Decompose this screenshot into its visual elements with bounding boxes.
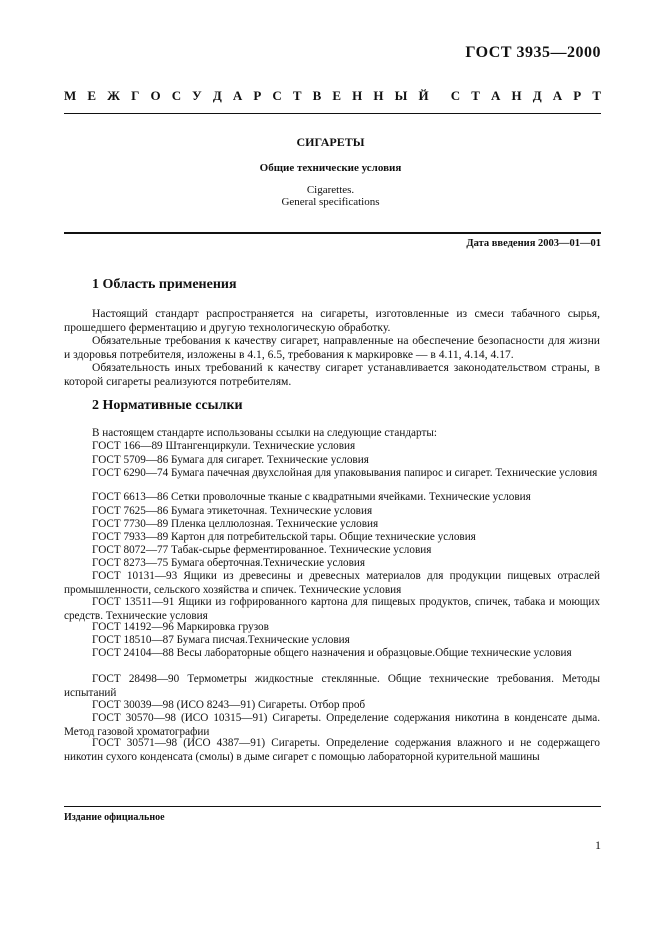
title-divider xyxy=(64,232,601,234)
reference-item: ГОСТ 30570—98 (ИСО 10315—91) Сигареты. Определение содержания никотина в конденсате дыма. Метод газовой хроматографии xyxy=(64,712,600,738)
standard-category xyxy=(64,88,601,104)
category-letter: Д xyxy=(212,88,222,103)
category-letter: Н xyxy=(511,88,522,103)
english-title-line: Cigarettes. xyxy=(306,184,355,196)
introduction-date: Дата введения 2003—01—01 xyxy=(466,238,601,249)
reference-item: ГОСТ 7625—86 Бумага этикеточная. Технические условия xyxy=(92,505,373,517)
category-letter: С xyxy=(272,88,282,103)
section-heading: 2 Нормативные ссылки xyxy=(92,398,243,413)
category-letter: Е xyxy=(332,88,342,103)
category-letter: Е xyxy=(87,88,97,103)
document-code: ГОСТ 3935—2000 xyxy=(465,44,601,61)
category-letter: С xyxy=(171,88,182,103)
category-letter: М xyxy=(64,88,77,103)
reference-item: ГОСТ 28498—90 Термометры жидкостные стеклянные. Общие технические требования. Методы испытаний xyxy=(64,673,600,699)
category-letter: Й xyxy=(418,88,429,103)
document-title: СИГАРЕТЫ xyxy=(296,135,365,149)
category-letter: Г xyxy=(131,88,140,103)
reference-item: ГОСТ 10131—93 Ящики из древесины и древесных материалов для продукции пищевых отраслей промышленности, сельского хозяйства и спичек. Технические условия xyxy=(64,570,600,596)
reference-item: ГОСТ 166—89 Штангенциркули. Технические условия xyxy=(92,440,356,452)
category-letter: Т xyxy=(592,88,601,103)
paragraph: В настоящем стандарте использованы ссылки на следующие стандарты: xyxy=(92,427,437,439)
category-letter: В xyxy=(312,88,322,103)
header-divider xyxy=(64,113,601,114)
category-letter: Ж xyxy=(107,88,120,103)
reference-item: ГОСТ 6290—74 Бумага пачечная двухслойная для упаковывания папирос и сигарет. Технические условия xyxy=(92,467,598,479)
footer-divider xyxy=(64,806,601,807)
reference-item: ГОСТ 13511—91 Ящики из гофрированного картона для пищевых продуктов, спичек, табака и моющих средств. Технические условия xyxy=(64,596,600,622)
category-letter: У xyxy=(192,88,202,103)
reference-item: ГОСТ 6613—86 Сетки проволочные тканые с квадратными ячейками. Технические условия xyxy=(92,491,531,503)
category-letter: Ы xyxy=(394,88,408,103)
document-subtitle: Общие технические условия xyxy=(259,162,402,174)
paragraph: Настоящий стандарт распространяется на сигареты, изготовленные из смеси табачного сырья, прошедшего ферментацию и другую технологическую обработку. xyxy=(64,307,600,334)
english-title xyxy=(0,184,661,208)
category-letter: Р xyxy=(573,88,582,103)
english-title-line: General specifications xyxy=(281,196,380,208)
page-number: 1 xyxy=(595,838,601,852)
reference-item: ГОСТ 8273—75 Бумага оберточная.Технические условия xyxy=(92,557,366,569)
category-letter: О xyxy=(150,88,161,103)
reference-item: ГОСТ 8072—77 Табак-сырье ферментированное. Технические условия xyxy=(92,544,432,556)
edition-note: Издание официальное xyxy=(64,812,165,823)
category-letter: Т xyxy=(471,88,480,103)
reference-item: ГОСТ 7933—89 Картон для потребительской тары. Общие технические условия xyxy=(92,531,476,543)
reference-item: ГОСТ 14192—96 Маркировка грузов xyxy=(92,621,269,633)
category-letter: Д xyxy=(532,88,542,103)
paragraph: Обязательность иных требований к качеству сигарет устанавливается законодательством страны, в которой сигареты реализуются потребителям. xyxy=(64,361,600,388)
reference-item: ГОСТ 7730—89 Пленка целлюлозная. Технические условия xyxy=(92,518,379,530)
reference-item: ГОСТ 5709—86 Бумага для сигарет. Технические условия xyxy=(92,454,369,466)
reference-item: ГОСТ 18510—87 Бумага писчая.Технические условия xyxy=(92,634,350,646)
category-letter: А xyxy=(552,88,563,103)
section-heading: 1 Область применения xyxy=(92,277,237,292)
reference-item: ГОСТ 30571—98 (ИСО 4387—91) Сигареты. Определение содержания влажного и не содержащего никотин сухого конденсата (смолы) в дыме сигарет с помощью лабораторной курительной машины xyxy=(64,737,600,763)
category-letter: Т xyxy=(292,88,302,103)
category-letter: А xyxy=(232,88,243,103)
reference-item: ГОСТ 30039—98 (ИСО 8243—91) Сигареты. Отбор проб xyxy=(92,699,366,711)
paragraph: Обязательные требования к качеству сигарет, направленные на обеспечение безопасности для жизни и здоровья потребителя, изложены в 4.1, 6.5, требования к маркировке — в 4.11, 4.14, 4.17. xyxy=(64,334,600,361)
category-letter: Н xyxy=(373,88,384,103)
category-letter: С xyxy=(450,88,461,103)
category-letter: А xyxy=(491,88,501,103)
category-letter: Р xyxy=(253,88,262,103)
category-letter: Н xyxy=(352,88,363,103)
reference-item: ГОСТ 24104—88 Весы лабораторные общего назначения и образцовые.Общие технические условия xyxy=(92,647,572,659)
